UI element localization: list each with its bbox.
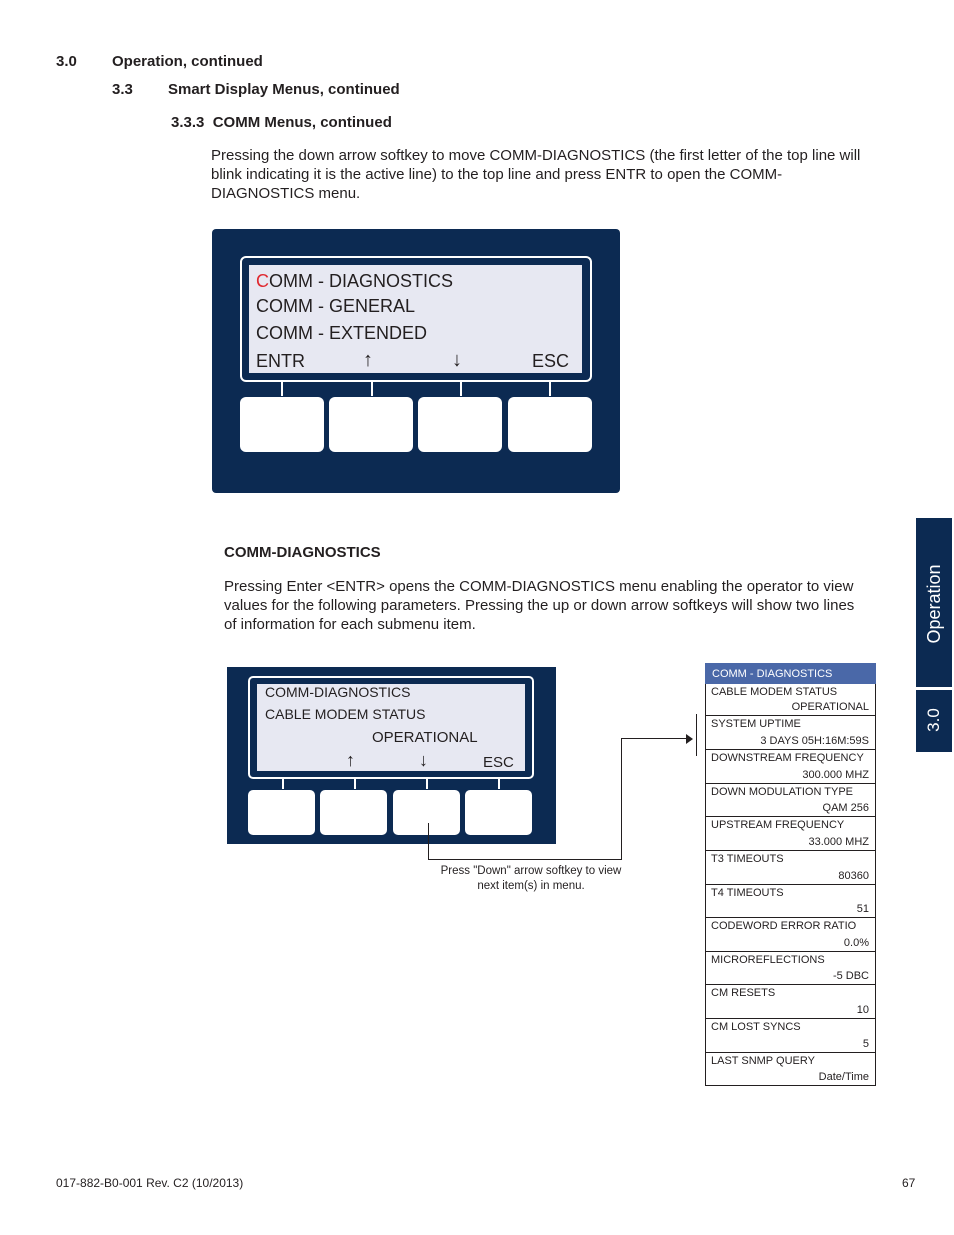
softkey-4-esc-button[interactable] [465,790,532,835]
callout-bracket [696,714,697,756]
table-row: LAST SNMP QUERY Date/Time [705,1053,876,1086]
softkey-label-esc: ESC [483,754,514,771]
softkey-2-button[interactable] [320,790,387,835]
table-row: DOWNSTREAM FREQUENCY 300.000 MHZ [705,750,876,784]
blinking-cursor-letter: C [256,271,269,291]
softkey-1-button[interactable] [240,397,324,452]
lcd2-line-1: COMM-DIAGNOSTICS [265,684,411,700]
softkey-2-button[interactable] [329,397,413,452]
menu-items-table [705,663,876,1086]
tab-divider [916,687,952,690]
footer-doc-id: 017-882-B0-001 Rev. C2 (10/2013) [56,1176,244,1190]
softkey-label-entr: ENTR [256,351,305,371]
softkey-tick [498,778,500,789]
table-row: MICROREFLECTIONS -5 DBC [705,952,876,985]
softkey-3-down-button[interactable] [393,790,460,835]
table-row: T3 TIMEOUTS 80360 [705,851,876,885]
section-number: 3.0 [56,53,77,70]
lcd-line-2: COMM - GENERAL [256,296,416,316]
table-row: DOWN MODULATION TYPE QAM 256 [705,784,876,817]
softkey-tick [371,382,373,396]
softkey-tick [282,778,284,789]
subsection-number: 3.3 [112,81,133,98]
softkey-3-button[interactable] [418,397,502,452]
table-row: UPSTREAM FREQUENCY 33.000 MHZ [705,817,876,851]
intro-paragraph: Pressing the down arrow softkey to move COMM-DIAGNOSTICS (the first letter of the top line will blink indicating it is the active line) to the top line and press ENTR to open the COMM-DIAGNOSTICS menu. [211,147,861,202]
page-number: 67 [902,1176,916,1190]
lcd-line-1: COMM - DIAGNOSTICS [256,271,453,291]
callout-line [428,823,429,860]
tab-number: 3.0 [924,708,943,732]
lcd-screen-2 [257,684,525,771]
callout-arrowhead-icon [686,734,693,744]
table-row: T4 TIMEOUTS 51 [705,885,876,918]
diag-paragraph: Pressing Enter <ENTR> opens the COMM-DIAGNOSTICS menu enabling the operator to view values for the following parameters. Pressing the up or down arrow softkeys will show two lines of information for each submenu item. [224,578,855,633]
softkey-label-esc: ESC [532,351,570,371]
table-row: CM LOST SYNCS 5 [705,1019,876,1053]
softkey-tick [460,382,462,396]
lcd-line-3: COMM - EXTENDED [256,323,427,343]
lcd2-line-3: OPERATIONAL [372,729,478,746]
lcd-screen [249,265,582,373]
tab-label-wrap [894,564,954,644]
up-arrow-icon: ↑ [346,750,355,770]
subsection-title: Smart Display Menus, continued [168,81,400,98]
callout-line [621,738,622,860]
up-arrow-icon: ↑ [363,349,373,371]
callout-line [428,859,621,860]
tab-label: Operation [924,564,944,644]
table-row: CABLE MODEM STATUS OPERATIONAL [705,684,876,716]
softkey-4-button[interactable] [508,397,592,452]
table-header: COMM - DIAGNOSTICS [705,663,876,684]
table-row: CM RESETS 10 [705,985,876,1019]
down-arrow-icon: ↓ [419,750,428,770]
softkey-tick [549,382,551,396]
table-row: CODEWORD ERROR RATIO 0.0% [705,918,876,952]
comm-diagnostics-heading: COMM-DIAGNOSTICS [224,544,381,561]
callout-text: Press "Down" arrow softkey to view next item(s) in menu. [440,865,622,892]
softkey-tick [281,382,283,396]
down-arrow-icon: ↓ [452,349,462,371]
section-title: Operation, continued [112,53,263,70]
subsubsection-title: 3.3.3 COMM Menus, continued [171,114,392,131]
softkey-1-button[interactable] [248,790,315,835]
callout-line [621,738,689,739]
lcd2-line-2: CABLE MODEM STATUS [265,706,426,722]
tab-number-wrap [909,709,954,731]
softkey-tick [354,778,356,789]
softkey-tick [426,778,428,789]
table-row: SYSTEM UPTIME 3 DAYS 05H:16M:59S [705,716,876,750]
